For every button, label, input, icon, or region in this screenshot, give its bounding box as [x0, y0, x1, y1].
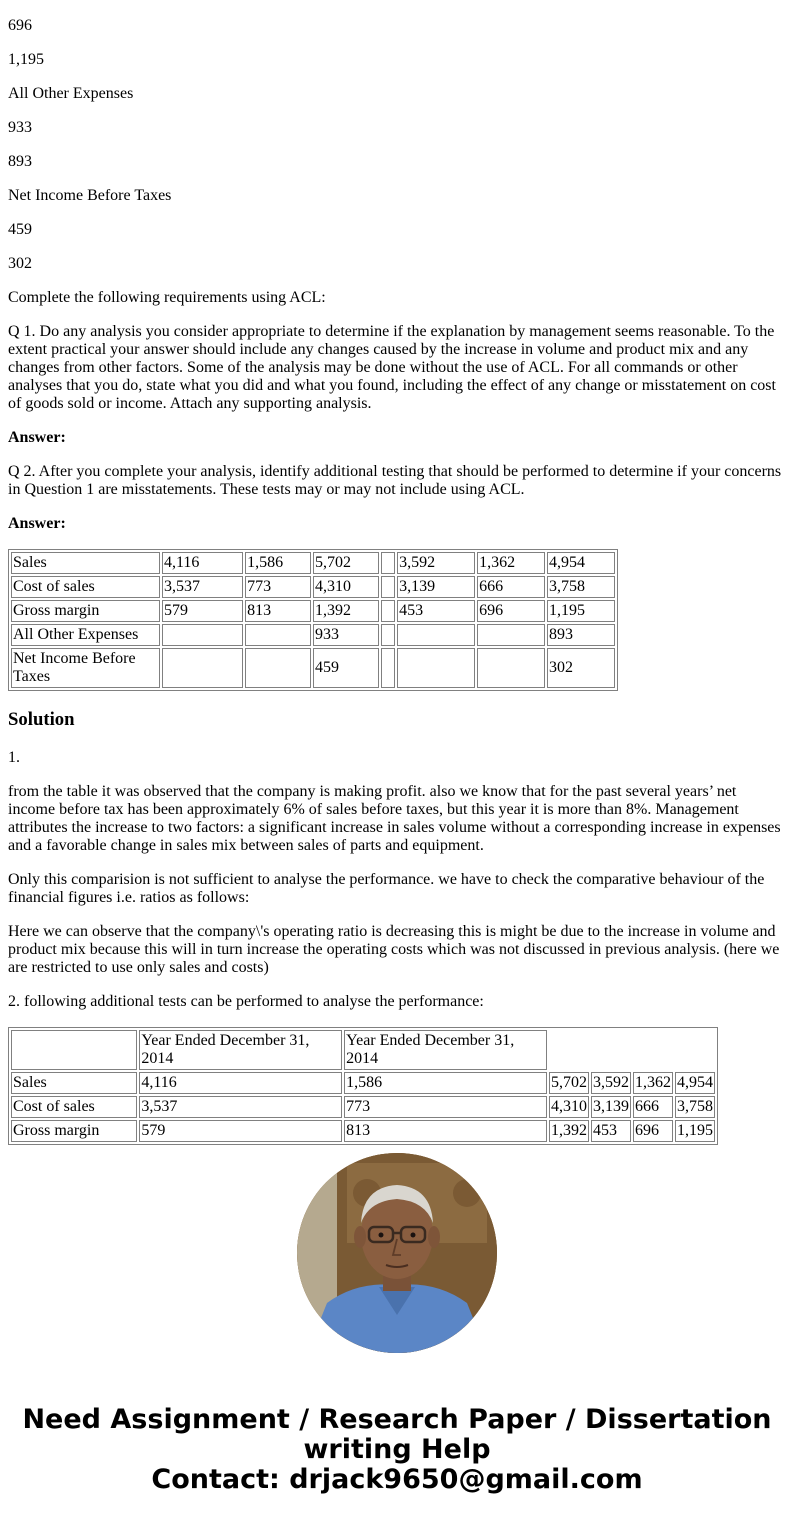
promo-text [0, 1405, 794, 1495]
table-cell: 1,586 [245, 552, 311, 574]
table-row [11, 624, 615, 646]
table-cell: 1,362 [633, 1072, 673, 1094]
table-row [11, 1096, 715, 1118]
solution-number: 1. [8, 749, 20, 766]
table-cell [245, 624, 311, 646]
table-cell: 453 [591, 1120, 631, 1142]
table-cell: 3,139 [591, 1096, 631, 1118]
table-row [11, 552, 615, 574]
solution-paragraph: Only this comparision is not sufficient to analyse the performance. we have to check the comparative behaviour of the financial figures i.e. ratios as follows: [8, 871, 765, 906]
table-cell: 4,954 [675, 1072, 715, 1094]
table-cell: 3,758 [547, 576, 615, 598]
table-cell: 459 [313, 648, 379, 688]
answer-label: Answer: [8, 429, 66, 446]
table-cell: 1,195 [675, 1120, 715, 1142]
table-cell: 579 [162, 600, 243, 622]
table-row [11, 1072, 715, 1094]
solution-paragraph: from the table it was observed that the company is making profit. also we know that for the past several years’ net income before tax has been approximately 6% of sales before taxes, but this year it is more than 8%. Management attributes the increase to two factors: a significant increase in sales volume without a corresponding increase in expenses and a favorable change in sales mix between sales of parts and equipment. [8, 783, 781, 854]
net-income-label: Net Income Before Taxes [8, 187, 172, 204]
table-cell: 4,954 [547, 552, 615, 574]
solution-heading: Solution [8, 709, 75, 730]
table-cell: 1,362 [477, 552, 545, 574]
table-cell: 1,392 [313, 600, 379, 622]
cut-value [8, 0, 786, 1]
table-cell [381, 552, 395, 574]
table-cell: 579 [139, 1120, 342, 1142]
comparison-table [8, 1027, 718, 1145]
table-cell: 773 [344, 1096, 547, 1118]
promo-line-1: Need Assignment / Research Paper / Dissertation writing Help [22, 1404, 772, 1465]
table-cell: Cost of sales [11, 1096, 137, 1118]
table-cell [162, 648, 243, 688]
empty-header-space [549, 1030, 715, 1070]
solution-paragraph: Here we can observe that the company\'s operating ratio is decreasing this is might be due to the increase in volume and product mix because this will in turn increase the operating costs which was not discussed in previous analysis. (here we are restricted to use only sales and costs) [8, 923, 780, 976]
table-cell: 3,592 [591, 1072, 631, 1094]
value-line: 893 [8, 153, 32, 170]
table-header-cell: Year Ended December 31, 2014 [139, 1030, 342, 1070]
avatar-photo [297, 1153, 497, 1353]
table-header-cell: Year Ended December 31, 2014 [344, 1030, 547, 1070]
promo-contact: Contact: drjack9650@gmail.com [151, 1464, 643, 1495]
article-content [8, 0, 786, 1145]
table-cell: Gross margin [11, 1120, 137, 1142]
table-cell: 1,392 [549, 1120, 589, 1142]
value-line: 302 [8, 255, 32, 272]
table-cell: 4,310 [313, 576, 379, 598]
table-cell [245, 648, 311, 688]
table-cell: 773 [245, 576, 311, 598]
table-row [11, 576, 615, 598]
table-cell: 696 [477, 600, 545, 622]
table-cell: 813 [245, 600, 311, 622]
table-cell [477, 648, 545, 688]
question-1: Q 1. Do any analysis you consider appropriate to determine if the explanation by management seems reasonable. To the extent practical your answer should include any changes caused by the increase in volume and product mix and any changes from other factors. Some of the analysis may be done without the use of ACL. For all commands or other analyses that you do, state what you did and what you found, including the effect of any change or misstatement on cost of goods sold or income. Attach any supporting analysis. [8, 323, 776, 412]
table-cell: Gross margin [11, 600, 160, 622]
table-cell: 3,139 [397, 576, 475, 598]
table-row [11, 1120, 715, 1142]
answer-label: Answer: [8, 515, 66, 532]
table-cell: 4,116 [139, 1072, 342, 1094]
table-cell [397, 648, 475, 688]
table-cell: 1,586 [344, 1072, 547, 1094]
table-cell: 3,537 [139, 1096, 342, 1118]
table-header-row [11, 1030, 715, 1070]
table-cell [381, 576, 395, 598]
avatar [297, 1153, 497, 1353]
question-2: Q 2. After you complete your analysis, identify additional testing that should be performed to determine if your concerns in Question 1 are misstatements. These tests may or may not include using ACL. [8, 463, 782, 498]
value-line: 933 [8, 119, 32, 136]
table-cell: 5,702 [313, 552, 379, 574]
table-cell: 696 [633, 1120, 673, 1142]
table-cell: Cost of sales [11, 576, 160, 598]
table-cell: 813 [344, 1120, 547, 1142]
solution-paragraph: 2. following additional tests can be performed to analyse the performance: [8, 993, 484, 1010]
expenses-label: All Other Expenses [8, 85, 134, 102]
table-cell: 666 [477, 576, 545, 598]
table-cell: 4,116 [162, 552, 243, 574]
requirements-intro: Complete the following requirements using ACL: [8, 289, 326, 306]
promo-banner [0, 1153, 794, 1495]
table-cell [381, 648, 395, 688]
value-line: 1,195 [8, 51, 44, 68]
table-header-cell [11, 1030, 137, 1070]
table-cell [381, 600, 395, 622]
table-cell: 302 [547, 648, 615, 688]
table-cell [162, 624, 243, 646]
table-row [11, 600, 615, 622]
table-cell: Net Income Before Taxes [11, 648, 160, 688]
financial-table [8, 549, 618, 691]
table-cell: 1,195 [547, 600, 615, 622]
table-cell: Sales [11, 552, 160, 574]
table-cell: 453 [397, 600, 475, 622]
table-row [11, 648, 615, 688]
value-line: 696 [8, 17, 32, 34]
table-cell: 5,702 [549, 1072, 589, 1094]
table-cell: 933 [313, 624, 379, 646]
table-cell: 3,758 [675, 1096, 715, 1118]
table-cell [397, 624, 475, 646]
table-cell [477, 624, 545, 646]
table-cell: All Other Expenses [11, 624, 160, 646]
table-cell: 3,592 [397, 552, 475, 574]
value-line: 459 [8, 221, 32, 238]
table-cell: 4,310 [549, 1096, 589, 1118]
table-cell: 893 [547, 624, 615, 646]
table-cell: Sales [11, 1072, 137, 1094]
table-cell [381, 624, 395, 646]
table-cell: 3,537 [162, 576, 243, 598]
table-cell: 666 [633, 1096, 673, 1118]
